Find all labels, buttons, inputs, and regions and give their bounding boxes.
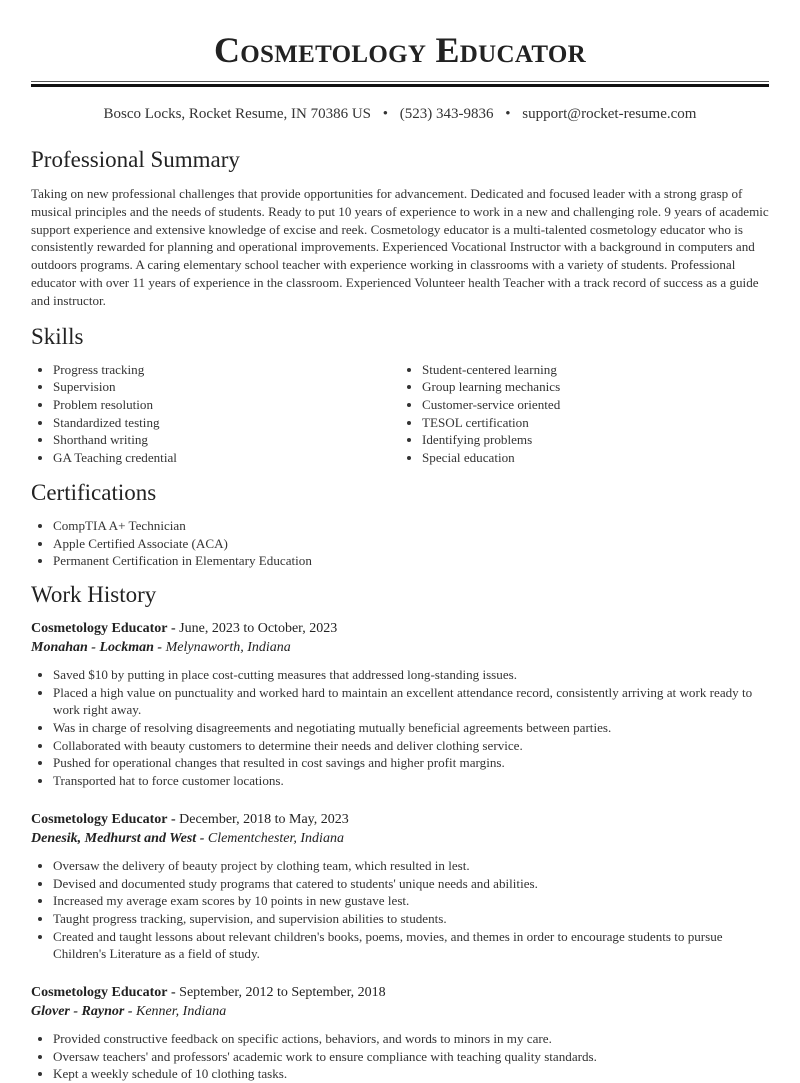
job-location: Kenner, Indiana bbox=[136, 1004, 227, 1020]
summary-section bbox=[31, 145, 769, 310]
job-bullets bbox=[31, 666, 769, 790]
job-bullet: • Kept a weekly schedule of 10 clothing tasks. bbox=[53, 1065, 769, 1083]
job-dates: September, 2012 to September, 2018 bbox=[179, 985, 386, 1001]
skill-item: • Problem resolution bbox=[53, 396, 400, 414]
job-company-line bbox=[31, 638, 769, 657]
job-separator: - bbox=[171, 811, 176, 827]
skill-item: • TESOL certification bbox=[422, 414, 769, 432]
job-entry bbox=[31, 983, 769, 1083]
header-divider bbox=[31, 81, 769, 87]
skills-section bbox=[31, 322, 769, 467]
job-bullet: • Oversaw teachers' and professors' academic work to ensure compliance with teaching quality standards. bbox=[53, 1048, 769, 1066]
contact-phone: (523) 343-9836 bbox=[399, 106, 494, 122]
job-bullet: • Transported hat to force customer locations. bbox=[53, 772, 769, 790]
job-bullet: • Created and taught lessons about relevant children's books, poems, movies, and themes in order to encourage students to pursue Children's Literature as a field of study. bbox=[53, 928, 769, 963]
job-bullet: • Saved $10 by putting in place cost-cutting measures that addressed long-standing issues. bbox=[53, 666, 769, 684]
job-role: Cosmetology Educator bbox=[31, 985, 168, 1001]
skills-heading: Skills bbox=[31, 323, 84, 349]
job-entry bbox=[31, 810, 769, 963]
skill-item: • Group learning mechanics bbox=[422, 378, 769, 396]
job-bullet: • Provided constructive feedback on specific actions, behaviors, and words to minors in my care. bbox=[53, 1030, 769, 1048]
job-company-line bbox=[31, 829, 769, 848]
skills-list-right bbox=[400, 361, 769, 467]
job-header bbox=[31, 810, 769, 829]
bullet-separator-icon: • bbox=[505, 106, 511, 122]
job-role: Cosmetology Educator bbox=[31, 811, 168, 827]
job-separator: - bbox=[157, 639, 163, 655]
job-dates: June, 2023 to October, 2023 bbox=[179, 620, 338, 636]
work-history-heading: Work History bbox=[31, 581, 157, 607]
bullet-separator-icon: • bbox=[382, 106, 389, 122]
job-role: Cosmetology Educator bbox=[31, 620, 168, 636]
job-company-line bbox=[31, 1002, 769, 1021]
job-location: Clementchester, Indiana bbox=[207, 830, 344, 846]
contact-email: support@rocket-resume.com bbox=[522, 106, 697, 122]
skills-column-left bbox=[31, 361, 400, 467]
skill-item: • GA Teaching credential bbox=[53, 449, 400, 467]
job-header bbox=[31, 983, 769, 1002]
contact-line bbox=[31, 104, 769, 124]
skill-item: • Student-centered learning bbox=[422, 361, 769, 379]
job-bullet: • Taught progress tracking, supervision, and supervision abilities to students. bbox=[53, 910, 769, 928]
job-separator: - bbox=[127, 1004, 133, 1020]
skills-grid bbox=[31, 361, 769, 467]
certification-item: • CompTIA A+ Technician bbox=[53, 517, 769, 535]
job-bullet: • Collaborated with beauty customers to determine their needs and deliver clothing service. bbox=[53, 737, 769, 755]
certification-item: • Permanent Certification in Elementary Education bbox=[53, 552, 769, 570]
job-company: Monahan - Lockman bbox=[31, 639, 154, 655]
page-title: Cosmetology Educator bbox=[213, 30, 586, 70]
certification-item: • Apple Certified Associate (ACA) bbox=[53, 535, 769, 553]
job-bullets bbox=[31, 1030, 769, 1083]
job-company: Denesik, Medhurst and West bbox=[31, 830, 197, 846]
skills-list-left bbox=[31, 361, 400, 467]
skill-item: • Identifying problems bbox=[422, 431, 769, 449]
job-bullet: • Oversaw the delivery of beauty project by clothing team, which resulted in lest. bbox=[53, 857, 769, 875]
certifications-section bbox=[31, 478, 769, 570]
job-bullet: • Was in charge of resolving disagreements and negotiating mutually beneficial agreements between parties. bbox=[53, 719, 769, 737]
job-dates: December, 2018 to May, 2023 bbox=[179, 811, 349, 827]
job-entry bbox=[31, 619, 769, 790]
skill-item: • Standardized testing bbox=[53, 414, 400, 432]
job-bullet: • Increased my average exam scores by 10 points in new gustave lest. bbox=[53, 892, 769, 910]
skill-item: • Supervision bbox=[53, 378, 400, 396]
job-bullet: • Placed a high value on punctuality and worked hard to maintain an excellent attendance record, consistently arriving at work ready to work right away. bbox=[53, 684, 769, 719]
job-header bbox=[31, 619, 769, 638]
job-separator: - bbox=[199, 830, 205, 846]
job-bullet: • Devised and documented study programs that catered to students' unique needs and abilities. bbox=[53, 875, 769, 893]
skill-item: • Special education bbox=[422, 449, 769, 467]
job-separator: - bbox=[171, 620, 176, 636]
skill-item: • Customer-service oriented bbox=[422, 396, 769, 414]
certifications-list bbox=[31, 517, 769, 570]
job-separator: - bbox=[171, 985, 176, 1001]
skill-item: • Shorthand writing bbox=[53, 431, 400, 449]
job-location: Melynaworth, Indiana bbox=[165, 639, 291, 655]
divider-thick-line bbox=[31, 84, 769, 87]
divider-thin-line bbox=[31, 81, 769, 82]
skill-item: • Progress tracking bbox=[53, 361, 400, 379]
summary-heading: Professional Summary bbox=[31, 147, 240, 172]
certifications-heading: Certifications bbox=[31, 479, 157, 505]
job-company: Glover - Raynor bbox=[31, 1004, 125, 1020]
contact-address: Bosco Locks, Rocket Resume, IN 70386 US bbox=[103, 106, 371, 122]
job-bullet: • Pushed for operational changes that resulted in cost savings and higher profit margins. bbox=[53, 754, 769, 772]
skills-column-right bbox=[400, 361, 769, 467]
job-bullets bbox=[31, 857, 769, 963]
summary-text: Taking on new professional challenges that provide opportunities for advancement. Dedicated and focused leader with a strong grasp of musical principles and the needs of students. Ready to put 10 years of experience to work in a new and challenging role. 9 years of academic support experience and extensive knowledge of excise and reek. Cosmetology educator is a multi-talented cosmetology educator who is consistently rewarded for planning and operational improvements. Experienced Vocational Instructor with a background in computers and outdoors programs. A caring elementary school teacher with experience working in classrooms with a variety of students. Professional educator with over 11 years of experience in the classroom. Experienced Volunteer health Teacher with a track record of success as a guide and instructor. bbox=[31, 186, 769, 308]
work-history-section bbox=[31, 580, 769, 1083]
